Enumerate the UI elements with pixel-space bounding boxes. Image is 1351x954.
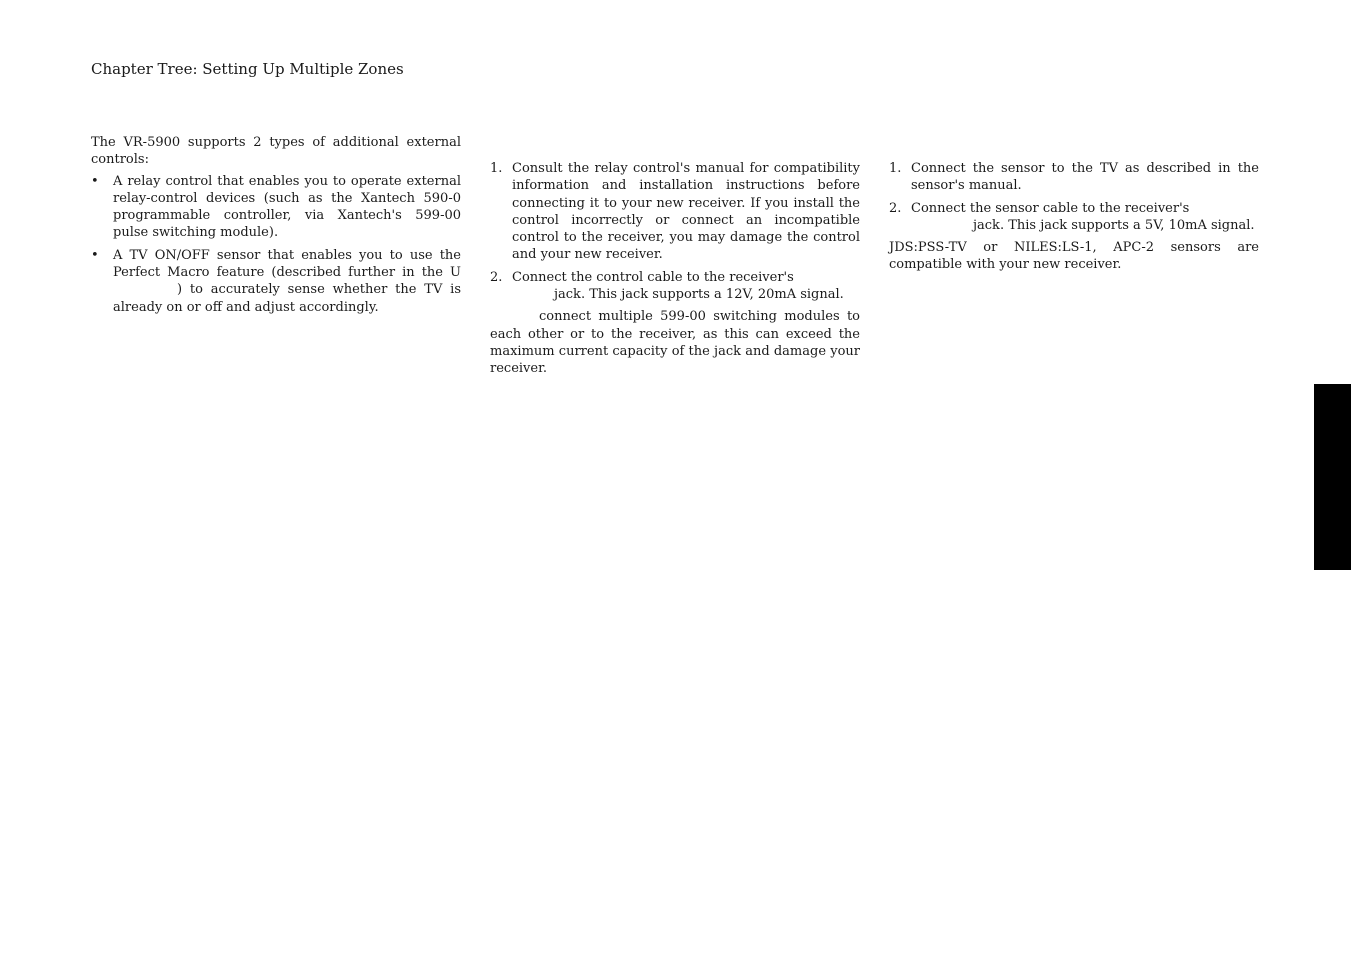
tv-sensor-description-part-a: A TV ON/OFF sensor that enables you to use the Perfect Macro feature (described further in the U [113, 247, 461, 281]
list-item [889, 160, 1259, 195]
relay-warning-paragraph [490, 308, 860, 377]
bullet-marker: • [91, 173, 99, 189]
compatible-sensors-note: JDS:PSS-TV or NILES:LS-1, APC-2 sensors are compatible with your new receiver. [889, 240, 1259, 273]
relay-steps-list [490, 160, 860, 303]
list-item [91, 247, 461, 316]
control-types-list [91, 173, 461, 316]
sensor-steps-list [889, 160, 1259, 234]
step-number: 2. [889, 200, 902, 216]
relay-control-description: A relay control that enables you to operate external relay-control devices (such as the Xantech 590-0 programmable controller, via Xantech's 599-00 pulse switching module). [113, 173, 461, 241]
list-item [490, 160, 860, 264]
intro-paragraph: The VR-5900 supports 2 types of additional external controls: [91, 135, 461, 168]
relay-step-1-text: Consult the relay control's manual for compatibility information and installation instructions before connecting it to your new receiver. If you install the control incorrectly or connect an incompatible control to the receiver, you may damage the control and your new receiver. [512, 161, 860, 263]
relay-control-column [490, 160, 860, 382]
bullet-marker: • [91, 247, 99, 263]
relay-step-2-text-a: Connect the control cable to the receiver's [512, 269, 794, 285]
page-header: Chapter Tree: Setting Up Multiple Zones [91, 60, 404, 78]
list-item [889, 200, 1259, 235]
list-item [91, 173, 461, 242]
chapter-edge-tab [1314, 384, 1351, 570]
step-number: 1. [889, 161, 902, 176]
sensor-step-2-text-b: jack. This jack supports a 5V, 10mA signal. [973, 217, 1255, 233]
sensor-step-2-text-a: Connect the sensor cable to the receiver's [911, 200, 1190, 216]
intro-column [91, 134, 461, 321]
sensor-step-1-text: Connect the sensor to the TV as described in the sensor's manual. [911, 161, 1259, 194]
step-number: 1. [490, 161, 503, 176]
relay-step-2-text-b: jack. This jack supports a 12V, 20mA signal. [554, 287, 844, 303]
list-item [490, 269, 860, 304]
relay-warning-text: connect multiple 599-00 switching modules to each other or to the receiver, as this can exceed the maximum current capacity of the jack and damage your receiver. [490, 309, 860, 377]
tv-sensor-description-part-b: ) to accurately sense whether the TV is already on or off and adjust accordingly. [113, 282, 461, 315]
tv-sensor-column [889, 160, 1259, 278]
step-number: 2. [490, 269, 503, 285]
